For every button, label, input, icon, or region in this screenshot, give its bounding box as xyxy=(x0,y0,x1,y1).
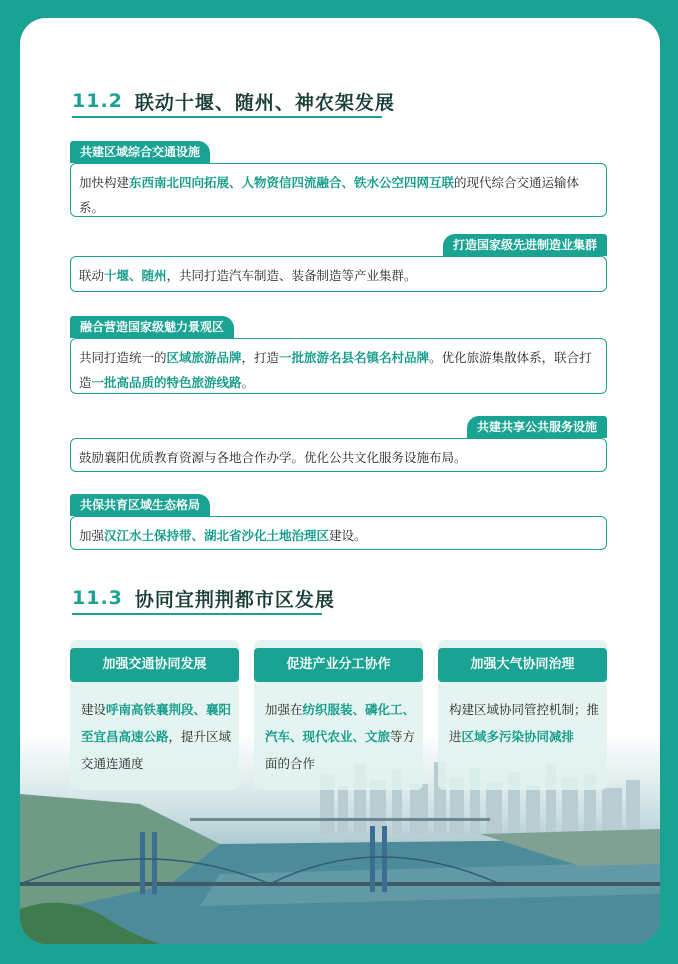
section-11-3-heading xyxy=(72,581,335,615)
highlight-text: 区域旅游品牌 xyxy=(166,350,242,365)
body-text: 。 xyxy=(241,375,255,390)
item-tag: 共建共享公共服务设施 xyxy=(467,416,607,438)
section-underline xyxy=(72,116,382,118)
card-title: 促进产业分工协作 xyxy=(254,648,423,682)
body-text: 建设 xyxy=(81,702,107,717)
body-text: 加强在 xyxy=(265,702,303,717)
body-text: 加快构建 xyxy=(79,175,130,190)
section-number: 11.2 xyxy=(72,90,123,112)
body-text: 联动 xyxy=(79,268,105,283)
item-box xyxy=(70,438,607,472)
card-text xyxy=(265,696,417,777)
section-number: 11.3 xyxy=(72,587,123,609)
highlight-text: 纺织服装、磷化工、汽车、现代农业、文旅 xyxy=(265,702,416,744)
section-title: 联动十堰、随州、神农架发展 xyxy=(134,91,395,114)
item-box xyxy=(70,163,607,217)
item-box xyxy=(70,256,607,292)
item-tag: 共建区域综合交通设施 xyxy=(70,141,210,163)
item-text xyxy=(79,345,598,395)
body-text: 共同打造统一的 xyxy=(79,350,167,365)
card-text xyxy=(81,696,233,777)
cooperation-card xyxy=(70,640,239,790)
item-text xyxy=(79,170,598,220)
card-text xyxy=(449,696,601,750)
body-text: ，提升区域交通连通度 xyxy=(81,729,232,771)
highlight-text: 呼南高铁襄荆段、襄阳至宜昌高速公路 xyxy=(81,702,232,744)
body-text: 加强 xyxy=(79,528,105,543)
body-text: 。优化旅游集散体系，联合打造 xyxy=(79,350,592,390)
section-title: 协同宜荆荆都市区发展 xyxy=(134,588,335,611)
highlight-text: 一批旅游名县名镇名村品牌 xyxy=(279,350,430,365)
body-text: 构建区域协同管控机制；推进 xyxy=(449,702,600,744)
highlight-text: 东西南北四向拓展、人物资信四流融合、铁水公空四网互联 xyxy=(129,175,455,190)
body-text: ，共同打造汽车制造、装备制造等产业集群。 xyxy=(166,268,417,283)
item-text xyxy=(79,523,598,548)
section-11-2-heading xyxy=(72,84,395,118)
item-text xyxy=(79,445,598,470)
page xyxy=(20,18,660,944)
item-tag: 共保共育区域生态格局 xyxy=(70,494,210,516)
section-underline xyxy=(72,613,322,615)
item-box xyxy=(70,516,607,550)
body-text: 鼓励襄阳优质教育资源与各地合作办学。优化公共文化服务设施布局。 xyxy=(79,450,467,465)
highlight-text: 区域多污染协同减排 xyxy=(461,729,575,744)
body-text: 等方面的合作 xyxy=(265,729,416,771)
item-tag: 打造国家级先进制造业集群 xyxy=(443,234,607,256)
highlight-text: 汉江水土保持带、湖北省沙化土地治理区 xyxy=(104,528,330,543)
highlight-text: 一批高品质的特色旅游线路 xyxy=(91,375,242,390)
item-tag: 融合营造国家级魅力景观区 xyxy=(70,316,234,338)
cooperation-card xyxy=(438,640,607,790)
highlight-text: 十堰、随州 xyxy=(104,268,167,283)
body-text: 建设。 xyxy=(329,528,367,543)
body-text: ，打造 xyxy=(241,350,280,365)
item-box xyxy=(70,338,607,394)
cooperation-card xyxy=(254,640,423,790)
item-text xyxy=(79,263,598,288)
card-title: 加强大气协同治理 xyxy=(438,648,607,682)
body-text: 的现代综合交通运输体系。 xyxy=(79,175,580,215)
card-title: 加强交通协同发展 xyxy=(70,648,239,682)
